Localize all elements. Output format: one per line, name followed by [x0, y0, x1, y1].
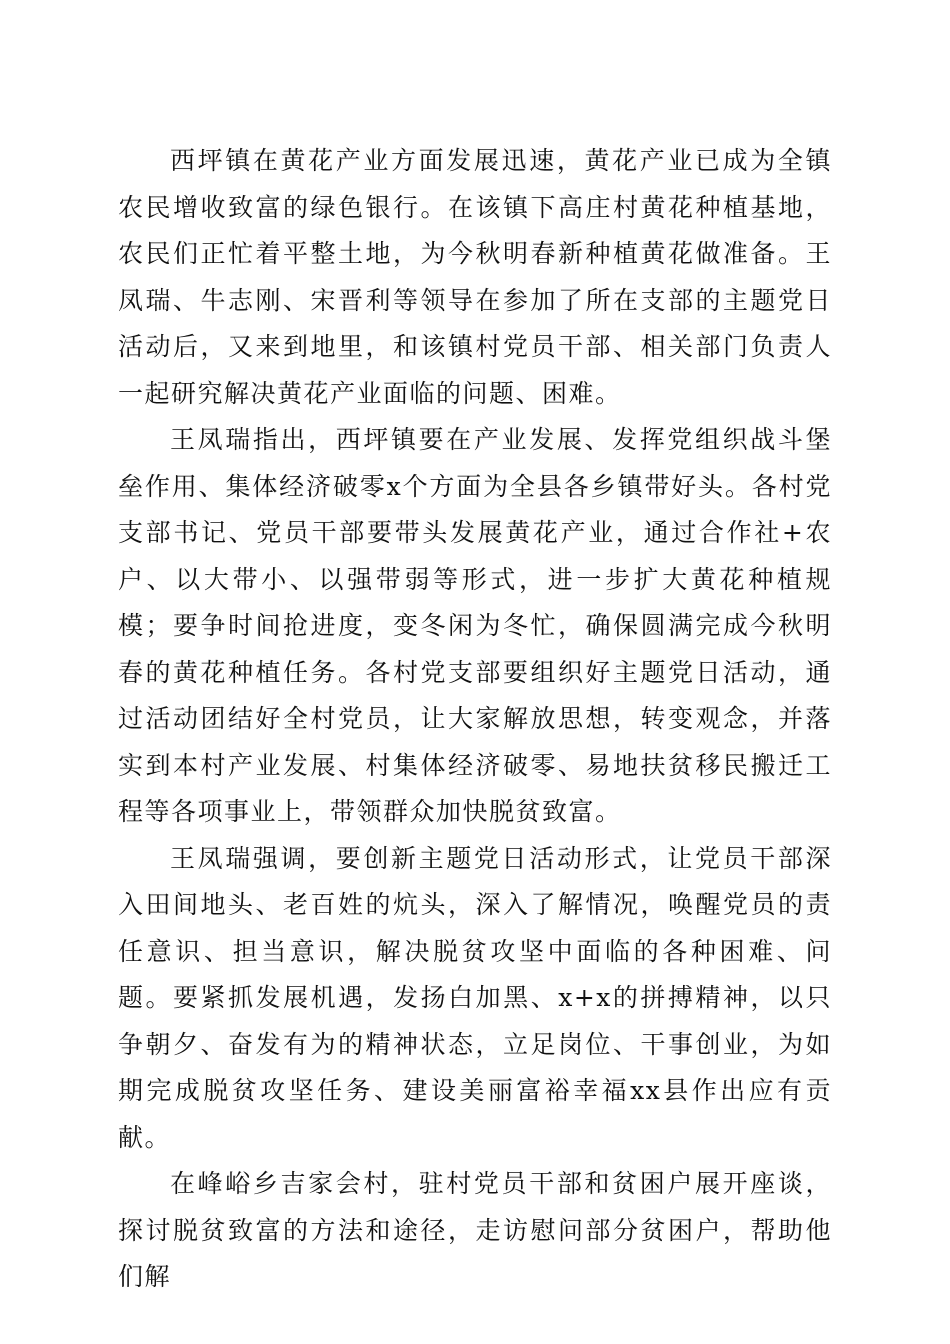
- document-body: [118, 138, 832, 1301]
- paragraph-2: 王凤瑞指出，西坪镇要在产业发展、发挥党组织战斗堡垒作用、集体经济破零x个方面为全县各乡镇带好头。各村党支部书记、党员干部要带头发展黄花产业，通过合作社+农户、以大带小、以强带弱等形式，进一步扩大黄花种植规模；要争时间抢进度，变冬闲为冬忙，确保圆满完成今秋明春的黄花种植任务。各村党支部要组织好主题党日活动，通过活动团结好全村党员，让大家解放思想，转变观念，并落实到本村产业发展、村集体经济破零、易地扶贫移民搬迁工程等各项事业上，带领群众加快脱贫致富。: [118, 425, 832, 826]
- paragraph-4: 在峰峪乡吉家会村，驻村党员干部和贫困户展开座谈，探讨脱贫致富的方法和途径，走访慰问部分贫困户，帮助他们解: [118, 1169, 832, 1291]
- paragraph-1: 西坪镇在黄花产业方面发展迅速，黄花产业已成为全镇农民增收致富的绿色银行。在该镇下高庄村黄花种植基地，农民们正忙着平整土地，为今秋明春新种植黄花做准备。王凤瑞、牛志刚、宋晋利等领导在参加了所在支部的主题党日活动后，又来到地里，和该镇村党员干部、相关部门负责人一起研究解决黄花产业面临的问题、困难。: [118, 146, 832, 408]
- paragraph-3: 王凤瑞强调，要创新主题党日活动形式，让党员干部深入田间地头、老百姓的炕头，深入了解情况，唤醒党员的责任意识、担当意识，解决脱贫攻坚中面临的各种困难、问题。要紧抓发展机遇，发扬白加黑、x+x的拼搏精神，以只争朝夕、奋发有为的精神状态，立足岗位、干事创业，为如期完成脱贫攻坚任务、建设美丽富裕幸福xx县作出应有贡献。: [118, 843, 832, 1152]
